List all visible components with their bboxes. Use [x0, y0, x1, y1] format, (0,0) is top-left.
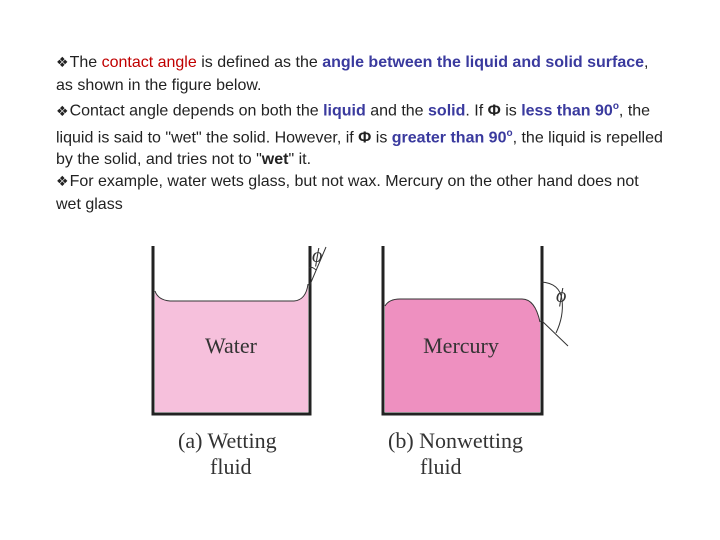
degree-sup: o	[612, 101, 619, 113]
caption-nonwetting	[388, 428, 523, 480]
text: Contact angle depends on both the	[69, 102, 324, 120]
diamond-bullet-icon: ❖	[56, 55, 69, 71]
text: , the liquid is repelled by the solid, and tries not to "	[56, 129, 663, 169]
diamond-bullet-icon: ❖	[56, 103, 69, 120]
term-wet: wet	[261, 151, 289, 169]
contact-angle-tangent	[541, 320, 568, 346]
term-angle-def: angle between the liquid and solid surface	[322, 54, 645, 71]
mercury-angle-symbol: ϕ	[556, 285, 567, 307]
text: " it.	[288, 151, 312, 169]
text: is defined as the	[196, 54, 323, 71]
mercury-label: Mercury	[423, 333, 499, 358]
caption-line: fluid	[210, 454, 252, 479]
caption-line: fluid	[420, 454, 462, 479]
caption-wetting	[178, 428, 277, 480]
text: , the liquid is said to "wet" the solid. However, if	[56, 102, 651, 147]
text: . If	[465, 102, 488, 120]
nonwetting-container	[383, 246, 568, 414]
term-solid: solid	[428, 102, 466, 120]
text: is	[371, 129, 392, 147]
phi-symbol: Φ	[487, 102, 501, 120]
text: and the	[365, 102, 429, 120]
text: The	[69, 54, 102, 71]
diamond-bullet-icon: ❖	[56, 174, 69, 191]
term-greater-than: greater than 90	[391, 129, 507, 147]
wetting-container	[153, 245, 326, 414]
water-meniscus	[155, 284, 308, 301]
text: For example, water wets glass, but not wax. Mercury on the other hand does not wet glass	[56, 173, 639, 213]
text: is	[500, 102, 522, 120]
degree-sup: o	[506, 128, 513, 140]
water-angle-symbol: ϕ	[312, 245, 323, 267]
caption-line: (a) Wetting	[178, 428, 277, 453]
term-contact-angle: contact angle	[101, 54, 197, 71]
caption-line: (b) Nonwetting	[388, 428, 524, 453]
phi-symbol: Φ	[358, 129, 372, 147]
water-label: Water	[205, 333, 257, 358]
text: , as shown in the figure below.	[56, 54, 649, 94]
term-less-than: less than 90	[521, 102, 613, 120]
term-liquid: liquid	[323, 102, 366, 120]
